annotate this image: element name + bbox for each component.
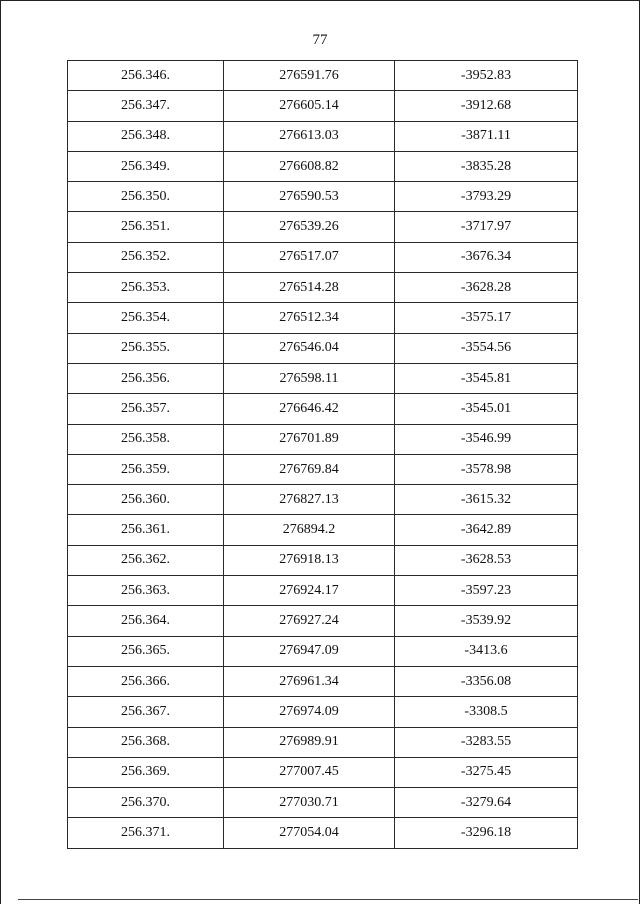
point-number-cell: 256.369. [68, 757, 224, 787]
point-number-cell: 256.364. [68, 606, 224, 636]
x-coordinate-cell: 276613.03 [224, 121, 395, 151]
table-row [68, 818, 578, 848]
x-coordinate-cell: 276947.09 [224, 636, 395, 666]
x-coordinate-cell: 276539.26 [224, 212, 395, 242]
point-number-cell: 256.370. [68, 788, 224, 818]
table-row [68, 697, 578, 727]
y-coordinate-cell: -3642.89 [395, 515, 578, 545]
x-coordinate-cell: 276590.53 [224, 182, 395, 212]
point-number-cell: 256.362. [68, 545, 224, 575]
y-coordinate-cell: -3356.08 [395, 666, 578, 696]
x-coordinate-cell: 276546.04 [224, 333, 395, 363]
y-coordinate-cell: -3296.18 [395, 818, 578, 848]
table-row [68, 182, 578, 212]
x-coordinate-cell: 276924.17 [224, 576, 395, 606]
point-number-cell: 256.371. [68, 818, 224, 848]
point-number-cell: 256.350. [68, 182, 224, 212]
point-number-cell: 256.358. [68, 424, 224, 454]
coordinates-table [67, 60, 578, 849]
table-row [68, 91, 578, 121]
table-row [68, 212, 578, 242]
table-row [68, 606, 578, 636]
y-coordinate-cell: -3539.92 [395, 606, 578, 636]
x-coordinate-cell: 277007.45 [224, 757, 395, 787]
x-coordinate-cell: 276974.09 [224, 697, 395, 727]
y-coordinate-cell: -3871.11 [395, 121, 578, 151]
y-coordinate-cell: -3279.64 [395, 788, 578, 818]
y-coordinate-cell: -3628.53 [395, 545, 578, 575]
table-row [68, 333, 578, 363]
point-number-cell: 256.347. [68, 91, 224, 121]
point-number-cell: 256.366. [68, 666, 224, 696]
point-number-cell: 256.354. [68, 303, 224, 333]
table-row [68, 545, 578, 575]
point-number-cell: 256.367. [68, 697, 224, 727]
table-row [68, 303, 578, 333]
y-coordinate-cell: -3546.99 [395, 424, 578, 454]
point-number-cell: 256.349. [68, 151, 224, 181]
table-row [68, 727, 578, 757]
point-number-cell: 256.356. [68, 363, 224, 393]
point-number-cell: 256.355. [68, 333, 224, 363]
y-coordinate-cell: -3615.32 [395, 485, 578, 515]
point-number-cell: 256.351. [68, 212, 224, 242]
coordinates-table-body [68, 61, 578, 849]
y-coordinate-cell: -3554.56 [395, 333, 578, 363]
table-row [68, 394, 578, 424]
y-coordinate-cell: -3275.45 [395, 757, 578, 787]
table-row [68, 151, 578, 181]
y-coordinate-cell: -3952.83 [395, 61, 578, 91]
x-coordinate-cell: 276608.82 [224, 151, 395, 181]
x-coordinate-cell: 276918.13 [224, 545, 395, 575]
table-row [68, 788, 578, 818]
table-row [68, 485, 578, 515]
y-coordinate-cell: -3283.55 [395, 727, 578, 757]
x-coordinate-cell: 276961.34 [224, 666, 395, 696]
point-number-cell: 256.348. [68, 121, 224, 151]
point-number-cell: 256.357. [68, 394, 224, 424]
y-coordinate-cell: -3575.17 [395, 303, 578, 333]
y-coordinate-cell: -3578.98 [395, 454, 578, 484]
table-row [68, 666, 578, 696]
x-coordinate-cell: 276989.91 [224, 727, 395, 757]
x-coordinate-cell: 276598.11 [224, 363, 395, 393]
y-coordinate-cell: -3308.5 [395, 697, 578, 727]
point-number-cell: 256.359. [68, 454, 224, 484]
table-row [68, 576, 578, 606]
x-coordinate-cell: 276514.28 [224, 273, 395, 303]
table-row [68, 454, 578, 484]
table-row [68, 242, 578, 272]
x-coordinate-cell: 276517.07 [224, 242, 395, 272]
point-number-cell: 256.352. [68, 242, 224, 272]
y-coordinate-cell: -3597.23 [395, 576, 578, 606]
x-coordinate-cell: 276701.89 [224, 424, 395, 454]
bottom-rule [18, 899, 638, 900]
point-number-cell: 256.368. [68, 727, 224, 757]
y-coordinate-cell: -3912.68 [395, 91, 578, 121]
y-coordinate-cell: -3628.28 [395, 273, 578, 303]
y-coordinate-cell: -3793.29 [395, 182, 578, 212]
y-coordinate-cell: -3545.81 [395, 363, 578, 393]
point-number-cell: 256.365. [68, 636, 224, 666]
point-number-cell: 256.360. [68, 485, 224, 515]
x-coordinate-cell: 276894.2 [224, 515, 395, 545]
x-coordinate-cell: 276769.84 [224, 454, 395, 484]
x-coordinate-cell: 276605.14 [224, 91, 395, 121]
point-number-cell: 256.353. [68, 273, 224, 303]
y-coordinate-cell: -3413.6 [395, 636, 578, 666]
y-coordinate-cell: -3717.97 [395, 212, 578, 242]
y-coordinate-cell: -3835.28 [395, 151, 578, 181]
point-number-cell: 256.363. [68, 576, 224, 606]
page-number: 77 [312, 32, 328, 48]
table-row [68, 424, 578, 454]
table-row [68, 636, 578, 666]
x-coordinate-cell: 277054.04 [224, 818, 395, 848]
x-coordinate-cell: 276827.13 [224, 485, 395, 515]
y-coordinate-cell: -3545.01 [395, 394, 578, 424]
x-coordinate-cell: 276591.76 [224, 61, 395, 91]
table-row [68, 515, 578, 545]
point-number-cell: 256.361. [68, 515, 224, 545]
x-coordinate-cell: 276646.42 [224, 394, 395, 424]
point-number-cell: 256.346. [68, 61, 224, 91]
table-row [68, 61, 578, 91]
table-row [68, 273, 578, 303]
x-coordinate-cell: 277030.71 [224, 788, 395, 818]
x-coordinate-cell: 276927.24 [224, 606, 395, 636]
x-coordinate-cell: 276512.34 [224, 303, 395, 333]
table-row [68, 363, 578, 393]
y-coordinate-cell: -3676.34 [395, 242, 578, 272]
table-row [68, 121, 578, 151]
table-row [68, 757, 578, 787]
